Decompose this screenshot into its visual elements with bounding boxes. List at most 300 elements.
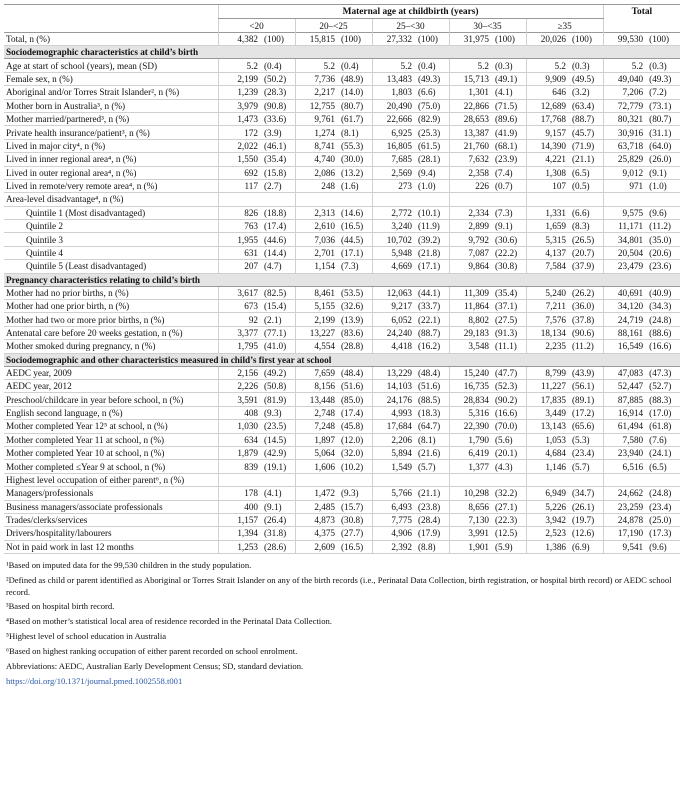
- cell-percent: (40.9): [646, 286, 680, 299]
- section-header-row: [4, 353, 680, 366]
- cell-percent: (5.7): [415, 460, 449, 473]
- cell-count: 16,735: [449, 379, 492, 392]
- cell-percent: (5.9): [492, 540, 526, 553]
- cell-percent: (71.5): [492, 99, 526, 112]
- cell-count: 2,206: [372, 433, 415, 446]
- cell-percent: (44.1): [415, 286, 449, 299]
- cell-percent: (100): [338, 33, 372, 46]
- cell-count: 80,321: [603, 112, 646, 125]
- cell-count: 8,741: [295, 139, 338, 152]
- cell-percent: (34.7): [569, 487, 603, 500]
- cell-count: 7,736: [295, 72, 338, 85]
- cell-percent: (30.0): [338, 153, 372, 166]
- cell-percent: (9.3): [338, 487, 372, 500]
- row-label: Lived in outer regional area⁴, n (%): [4, 166, 218, 179]
- cell-percent: (90.8): [261, 99, 295, 112]
- cell-count: 6,516: [603, 460, 646, 473]
- cell-percent: (48.4): [415, 366, 449, 379]
- cell-percent: (23.8): [415, 500, 449, 513]
- cell-count: 61,494: [603, 420, 646, 433]
- table-row: [4, 246, 680, 259]
- cell-percent: (32.6): [338, 300, 372, 313]
- section-label: Sociodemographic characteristics at child’s birth: [4, 46, 680, 59]
- cell-percent: (33.7): [415, 300, 449, 313]
- cell-count: 9,575: [603, 206, 646, 219]
- cell-count: 9,761: [295, 112, 338, 125]
- cell-count: [372, 193, 415, 206]
- cell-percent: (17.1): [338, 246, 372, 259]
- cell-percent: (3.2): [569, 86, 603, 99]
- footnote: ³Based on hospital birth record.: [6, 601, 115, 612]
- cell-count: 2,358: [449, 166, 492, 179]
- cell-percent: (11.2): [646, 220, 680, 233]
- table-row: [4, 300, 680, 313]
- cell-count: 20,504: [603, 246, 646, 259]
- cell-count: 13,387: [449, 126, 492, 139]
- row-label: Lived in remote/very remote area⁴, n (%): [4, 179, 218, 192]
- cell-percent: (88.7): [569, 112, 603, 125]
- cell-count: 2,523: [526, 527, 569, 540]
- cell-count: 631: [218, 246, 261, 259]
- total-row: [4, 33, 680, 46]
- cell-percent: (37.9): [569, 260, 603, 273]
- cell-percent: (14.0): [338, 86, 372, 99]
- cell-count: 1,901: [449, 540, 492, 553]
- cell-count: 9,217: [372, 300, 415, 313]
- cell-percent: (83.6): [338, 326, 372, 339]
- cell-percent: (15.4): [261, 300, 295, 313]
- cell-percent: [569, 473, 603, 486]
- cell-count: 1,053: [526, 433, 569, 446]
- cell-percent: (0.5): [569, 179, 603, 192]
- cell-percent: (49.2): [261, 366, 295, 379]
- cell-count: 23,479: [603, 260, 646, 273]
- cell-percent: (27.1): [492, 500, 526, 513]
- cell-count: 6,949: [526, 487, 569, 500]
- cell-count: 3,548: [449, 340, 492, 353]
- cell-count: 3,979: [218, 99, 261, 112]
- cell-count: 3,591: [218, 393, 261, 406]
- row-label: Not in paid work in last 12 months: [4, 540, 218, 553]
- cell-count: 400: [218, 500, 261, 513]
- cell-percent: [492, 473, 526, 486]
- cell-count: 30,916: [603, 126, 646, 139]
- cell-percent: (24.8): [646, 313, 680, 326]
- cell-percent: (0.4): [415, 59, 449, 72]
- cell-count: 24,176: [372, 393, 415, 406]
- cell-count: 4,873: [295, 513, 338, 526]
- cell-percent: (28.6): [261, 540, 295, 553]
- cell-count: 2,226: [218, 379, 261, 392]
- cell-count: 14,103: [372, 379, 415, 392]
- cell-count: 92: [218, 313, 261, 326]
- cell-count: 8,802: [449, 313, 492, 326]
- cell-percent: (28.4): [415, 513, 449, 526]
- cell-percent: (61.7): [338, 112, 372, 125]
- cell-percent: (26.1): [569, 500, 603, 513]
- cell-count: 16,549: [603, 340, 646, 353]
- cell-percent: (41.0): [261, 340, 295, 353]
- cell-percent: (4.7): [261, 260, 295, 273]
- cell-count: 5,316: [449, 406, 492, 419]
- cell-percent: (73.1): [646, 99, 680, 112]
- cell-percent: (16.5): [338, 220, 372, 233]
- cell-percent: [261, 473, 295, 486]
- cell-count: 2,701: [295, 246, 338, 259]
- cell-count: 4,137: [526, 246, 569, 259]
- table-row: [4, 379, 680, 392]
- cell-count: 8,461: [295, 286, 338, 299]
- cell-count: 3,377: [218, 326, 261, 339]
- row-label: Managers/professionals: [4, 487, 218, 500]
- cell-count: 24,719: [603, 313, 646, 326]
- cell-percent: (90.6): [569, 326, 603, 339]
- cell-count: 6,925: [372, 126, 415, 139]
- cell-count: 1,154: [295, 260, 338, 273]
- cell-percent: (2.7): [261, 179, 295, 192]
- row-label: Preschool/childcare in year before school, n (%): [4, 393, 218, 406]
- cell-count: 2,199: [295, 313, 338, 326]
- row-label: Quintile 4: [4, 246, 218, 259]
- cell-percent: (30.8): [492, 260, 526, 273]
- cell-percent: (25.3): [415, 126, 449, 139]
- cell-percent: (8.3): [569, 220, 603, 233]
- cell-count: 826: [218, 206, 261, 219]
- cell-count: 12,063: [372, 286, 415, 299]
- row-label: Aboriginal and/or Torres Strait Islander², n (%): [4, 86, 218, 99]
- cell-count: 12,755: [295, 99, 338, 112]
- cell-percent: (3.9): [261, 126, 295, 139]
- table-row: [4, 473, 680, 486]
- cell-percent: (11.1): [492, 340, 526, 353]
- cell-count: 3,449: [526, 406, 569, 419]
- cell-percent: (0.3): [646, 59, 680, 72]
- cell-count: 52,447: [603, 379, 646, 392]
- cell-percent: (65.6): [569, 420, 603, 433]
- cell-count: 7,580: [603, 433, 646, 446]
- cell-count: 1,549: [372, 460, 415, 473]
- cell-count: 31,975: [449, 33, 492, 46]
- cell-count: 7,685: [372, 153, 415, 166]
- cell-count: 1,659: [526, 220, 569, 233]
- cell-percent: (19.1): [261, 460, 295, 473]
- cell-percent: (35.4): [492, 286, 526, 299]
- row-label: Mother completed Year 11 at school, n (%): [4, 433, 218, 446]
- header-blank: [4, 5, 218, 19]
- cell-percent: (17.1): [415, 260, 449, 273]
- cell-percent: (15.8): [261, 166, 295, 179]
- row-label: Mother completed Year 12⁵ at school, n (%): [4, 420, 218, 433]
- cell-percent: (17.2): [569, 406, 603, 419]
- cell-count: 1,790: [449, 433, 492, 446]
- cell-count: 646: [526, 86, 569, 99]
- cell-count: 7,036: [295, 233, 338, 246]
- cell-count: 24,662: [603, 487, 646, 500]
- cell-count: 28,834: [449, 393, 492, 406]
- cell-percent: (9.3): [261, 406, 295, 419]
- cell-count: 2,199: [218, 72, 261, 85]
- table-row: [4, 166, 680, 179]
- section-header-row: [4, 46, 680, 59]
- cell-percent: (21.1): [569, 153, 603, 166]
- cell-percent: (10.1): [415, 206, 449, 219]
- row-label: Drivers/hospitality/labourers: [4, 527, 218, 540]
- cell-count: 4,993: [372, 406, 415, 419]
- cell-count: 763: [218, 220, 261, 233]
- row-label: Mother smoked during pregnancy, n (%): [4, 340, 218, 353]
- cell-count: 5.2: [372, 59, 415, 72]
- cell-count: 9,157: [526, 126, 569, 139]
- cell-count: 7,087: [449, 246, 492, 259]
- cell-count: 839: [218, 460, 261, 473]
- column-header: 25–<30: [372, 19, 449, 33]
- cell-count: 72,779: [603, 99, 646, 112]
- cell-count: 7,130: [449, 513, 492, 526]
- cell-percent: (36.0): [569, 300, 603, 313]
- cell-count: 273: [372, 179, 415, 192]
- cell-percent: [646, 473, 680, 486]
- cell-percent: (37.1): [492, 300, 526, 313]
- cell-percent: (0.7): [492, 179, 526, 192]
- cell-percent: (64.7): [415, 420, 449, 433]
- cell-count: 3,240: [372, 220, 415, 233]
- cell-count: 27,332: [372, 33, 415, 46]
- cell-count: 207: [218, 260, 261, 273]
- cell-count: 4,684: [526, 446, 569, 459]
- cell-count: 9,864: [449, 260, 492, 273]
- cell-percent: (100): [415, 33, 449, 46]
- cell-count: 1,550: [218, 153, 261, 166]
- cell-count: 4,375: [295, 527, 338, 540]
- cell-percent: (28.1): [415, 153, 449, 166]
- cell-count: 20,490: [372, 99, 415, 112]
- cell-percent: [338, 193, 372, 206]
- cell-percent: (52.7): [646, 379, 680, 392]
- cell-count: 34,120: [603, 300, 646, 313]
- cell-percent: (48.4): [338, 366, 372, 379]
- cell-percent: [338, 473, 372, 486]
- cell-count: 248: [295, 179, 338, 192]
- cell-percent: (26.2): [569, 286, 603, 299]
- cell-count: 7,211: [526, 300, 569, 313]
- cell-count: 14,390: [526, 139, 569, 152]
- cell-count: [218, 473, 261, 486]
- cell-percent: (81.9): [261, 393, 295, 406]
- cell-count: 5,240: [526, 286, 569, 299]
- cell-count: 11,171: [603, 220, 646, 233]
- cell-percent: (44.5): [338, 233, 372, 246]
- cell-percent: [415, 473, 449, 486]
- cell-percent: (21.1): [415, 487, 449, 500]
- footnote: Abbreviations: AEDC, Australian Early Development Census; SD, standard deviation.: [6, 660, 304, 671]
- cell-percent: (23.9): [492, 153, 526, 166]
- cell-percent: (75.0): [415, 99, 449, 112]
- table-row: [4, 99, 680, 112]
- cell-count: 12,689: [526, 99, 569, 112]
- cell-percent: (12.5): [492, 527, 526, 540]
- cell-count: [449, 473, 492, 486]
- table-row: [4, 86, 680, 99]
- cell-count: 117: [218, 179, 261, 192]
- cell-count: 23,940: [603, 446, 646, 459]
- cell-percent: (45.8): [338, 420, 372, 433]
- cell-count: 1,274: [295, 126, 338, 139]
- cell-percent: (6.5): [569, 166, 603, 179]
- row-label: Mother completed ≤Year 9 at school, n (%): [4, 460, 218, 473]
- row-label: Mother had one prior birth, n (%): [4, 300, 218, 313]
- cell-percent: (88.6): [646, 326, 680, 339]
- cell-percent: (46.1): [261, 139, 295, 152]
- cell-count: 49,040: [603, 72, 646, 85]
- cell-percent: (8.8): [415, 540, 449, 553]
- cell-percent: (68.1): [492, 139, 526, 152]
- cell-percent: (26.4): [261, 513, 295, 526]
- cell-percent: (23.5): [261, 420, 295, 433]
- cell-percent: (26.5): [569, 233, 603, 246]
- doi-link[interactable]: https://doi.org/10.1371/journal.pmed.1002558.t001: [6, 676, 183, 687]
- cell-count: 673: [218, 300, 261, 313]
- cell-count: 1,030: [218, 420, 261, 433]
- table-row: [4, 153, 680, 166]
- table-row: [4, 420, 680, 433]
- cell-percent: (31.1): [646, 126, 680, 139]
- cell-count: 7,659: [295, 366, 338, 379]
- cell-count: 2,569: [372, 166, 415, 179]
- cell-percent: (4.1): [492, 86, 526, 99]
- table-row: [4, 393, 680, 406]
- cell-percent: (15.7): [338, 500, 372, 513]
- row-label: English second language, n (%): [4, 406, 218, 419]
- cell-count: 1,308: [526, 166, 569, 179]
- cell-percent: (4.3): [492, 460, 526, 473]
- cell-count: 8,156: [295, 379, 338, 392]
- row-label: Trades/clerks/services: [4, 513, 218, 526]
- cell-percent: (88.5): [415, 393, 449, 406]
- cell-count: 99,530: [603, 33, 646, 46]
- cell-percent: (27.7): [338, 527, 372, 540]
- cell-count: 1,803: [372, 86, 415, 99]
- cell-percent: [646, 193, 680, 206]
- cell-percent: (9.1): [492, 220, 526, 233]
- cell-percent: (89.6): [492, 112, 526, 125]
- cell-percent: (24.1): [646, 446, 680, 459]
- cell-percent: (14.6): [338, 206, 372, 219]
- table-row: [4, 326, 680, 339]
- cell-percent: (8.1): [415, 433, 449, 446]
- row-label: Mother born in Australia³, n (%): [4, 99, 218, 112]
- cell-percent: [261, 193, 295, 206]
- cell-percent: (37.8): [569, 313, 603, 326]
- table-row: [4, 340, 680, 353]
- column-header-total: [603, 19, 680, 33]
- table-row: [4, 59, 680, 72]
- row-label: AEDC year, 2009: [4, 366, 218, 379]
- table-row: [4, 513, 680, 526]
- cell-percent: (51.6): [415, 379, 449, 392]
- cell-percent: (6.9): [569, 540, 603, 553]
- cell-count: 172: [218, 126, 261, 139]
- cell-count: 13,483: [372, 72, 415, 85]
- row-label: Highest level occupation of either parent⁶, n (%): [4, 473, 218, 486]
- cell-percent: (13.9): [338, 313, 372, 326]
- row-label: Mother had no prior births, n (%): [4, 286, 218, 299]
- cell-count: 178: [218, 487, 261, 500]
- cell-percent: (17.0): [646, 406, 680, 419]
- cell-count: 88,161: [603, 326, 646, 339]
- cell-count: 4,554: [295, 340, 338, 353]
- cell-count: 11,864: [449, 300, 492, 313]
- table-row: [4, 220, 680, 233]
- cell-count: 2,156: [218, 366, 261, 379]
- row-label: Mother had two or more prior births, n (%): [4, 313, 218, 326]
- cell-count: [526, 193, 569, 206]
- cell-count: [295, 473, 338, 486]
- cell-percent: (100): [492, 33, 526, 46]
- cell-count: 3,991: [449, 527, 492, 540]
- cell-percent: (90.2): [492, 393, 526, 406]
- cell-count: 2,485: [295, 500, 338, 513]
- cell-count: 5,766: [372, 487, 415, 500]
- cell-count: 9,012: [603, 166, 646, 179]
- cell-count: 20,026: [526, 33, 569, 46]
- cell-percent: (2.1): [261, 313, 295, 326]
- cell-percent: (5.7): [569, 460, 603, 473]
- cell-percent: (43.9): [569, 366, 603, 379]
- cell-percent: (12.6): [569, 527, 603, 540]
- cell-count: 17,768: [526, 112, 569, 125]
- cell-percent: (42.9): [261, 446, 295, 459]
- cell-percent: (33.6): [261, 112, 295, 125]
- table-row: [4, 112, 680, 125]
- row-label: Quintile 3: [4, 233, 218, 246]
- cell-count: 1,239: [218, 86, 261, 99]
- cell-percent: (19.7): [569, 513, 603, 526]
- row-label: Lived in major city⁴, n (%): [4, 139, 218, 152]
- cell-count: [449, 193, 492, 206]
- cell-percent: (16.5): [338, 540, 372, 553]
- cell-percent: (9.6): [646, 540, 680, 553]
- cell-percent: (17.4): [261, 220, 295, 233]
- cell-percent: (61.8): [646, 420, 680, 433]
- row-label: Mother married/partnered³, n (%): [4, 112, 218, 125]
- cell-count: [218, 193, 261, 206]
- cell-percent: (35.4): [261, 153, 295, 166]
- row-label: Area-level disadvantage⁴, n (%): [4, 193, 218, 206]
- cell-count: 5.2: [603, 59, 646, 72]
- cell-percent: (16.2): [415, 340, 449, 353]
- cell-count: 634: [218, 433, 261, 446]
- footnote: ⁴Based on mother’s statistical local area of residence recorded in the Perinatal Data Collection.: [6, 616, 332, 627]
- row-label: Private health insurance/patient³, n (%): [4, 126, 218, 139]
- table-row: [4, 366, 680, 379]
- cell-count: 23,259: [603, 500, 646, 513]
- cell-percent: (53.5): [338, 286, 372, 299]
- cell-percent: (64.0): [646, 139, 680, 152]
- cell-count: 9,792: [449, 233, 492, 246]
- cell-count: 28,653: [449, 112, 492, 125]
- footnote: ⁵Highest level of school education in Australia: [6, 631, 167, 642]
- cell-percent: (17.9): [415, 527, 449, 540]
- cell-count: 17,835: [526, 393, 569, 406]
- cell-percent: (17.3): [646, 527, 680, 540]
- cell-count: 1,377: [449, 460, 492, 473]
- table-row: [4, 433, 680, 446]
- cell-count: 1,879: [218, 446, 261, 459]
- group-header: Maternal age at childbirth (years): [218, 5, 603, 19]
- cell-count: 1,331: [526, 206, 569, 219]
- cell-percent: (22.1): [415, 313, 449, 326]
- row-label: Quintile 1 (Most disadvantaged): [4, 206, 218, 219]
